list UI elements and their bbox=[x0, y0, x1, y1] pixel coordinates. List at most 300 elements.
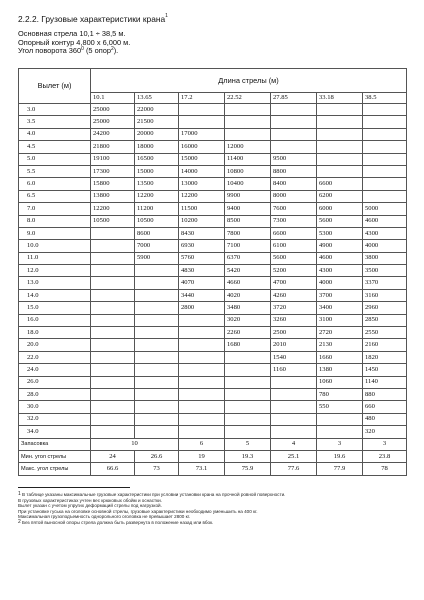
footnote-marker: 2 bbox=[18, 518, 21, 525]
capacity-cell bbox=[179, 116, 225, 128]
capacity-cell: 4700 bbox=[271, 277, 317, 289]
section-title: 2.2.2. Грузовые характеристики крана$^1$ bbox=[18, 13, 168, 24]
footnote-text: Вылет указан с учетом упругих деформаций стрелы под нагрузкой. bbox=[18, 503, 162, 509]
boom-length-cell: 22.52 bbox=[225, 93, 271, 104]
capacity-cell bbox=[271, 413, 317, 425]
footnote-marker: 1 bbox=[18, 491, 21, 497]
capacity-cell bbox=[363, 128, 407, 140]
capacity-cell: 5420 bbox=[225, 265, 271, 277]
reach-cell: 34.0 bbox=[19, 426, 91, 438]
summary-value: 6 bbox=[179, 438, 225, 450]
capacity-cell bbox=[135, 277, 179, 289]
capacity-cell: 12200 bbox=[135, 190, 179, 202]
capacity-cell: 10200 bbox=[179, 215, 225, 227]
capacity-cell: 6600 bbox=[317, 178, 363, 190]
table-row bbox=[19, 364, 407, 376]
capacity-cell: 11400 bbox=[225, 153, 271, 165]
table-row bbox=[19, 388, 407, 400]
table-row bbox=[19, 240, 407, 252]
table-row bbox=[19, 203, 407, 215]
reach-cell: 22.0 bbox=[19, 351, 91, 363]
summary-value: 23.8 bbox=[363, 450, 407, 462]
capacity-cell bbox=[363, 178, 407, 190]
capacity-cell: 880 bbox=[363, 388, 407, 400]
reach-cell: 30.0 bbox=[19, 401, 91, 413]
degree-mark: 0 bbox=[81, 46, 84, 53]
reach-cell: 5.5 bbox=[19, 165, 91, 177]
capacity-cell: 6000 bbox=[317, 203, 363, 215]
capacity-cell: 7300 bbox=[271, 215, 317, 227]
capacity-cell: 8400 bbox=[271, 178, 317, 190]
reach-cell: 26.0 bbox=[19, 376, 91, 388]
summary-label: Запасовка bbox=[19, 438, 91, 450]
summary-value: 26.6 bbox=[135, 450, 179, 462]
capacity-cell: 10500 bbox=[91, 215, 135, 227]
reach-cell: 6.5 bbox=[19, 190, 91, 202]
table-row bbox=[19, 141, 407, 153]
reach-cell: 32.0 bbox=[19, 413, 91, 425]
capacity-cell: 4020 bbox=[225, 289, 271, 301]
capacity-cell bbox=[317, 165, 363, 177]
capacity-cell bbox=[135, 302, 179, 314]
capacity-cell: 2960 bbox=[363, 302, 407, 314]
capacity-cell: 550 bbox=[317, 401, 363, 413]
capacity-cell bbox=[179, 413, 225, 425]
table-row bbox=[19, 413, 407, 425]
capacity-cell: 1060 bbox=[317, 376, 363, 388]
capacity-cell bbox=[135, 426, 179, 438]
capacity-cell bbox=[91, 289, 135, 301]
rotation-spec: Угол поворота $360^0$ (5 опор$^2$). bbox=[18, 46, 119, 56]
capacity-cell: 320 bbox=[363, 426, 407, 438]
capacity-cell: 3100 bbox=[317, 314, 363, 326]
capacity-cell: 1140 bbox=[363, 376, 407, 388]
capacity-cell bbox=[317, 116, 363, 128]
capacity-cell bbox=[135, 351, 179, 363]
summary-value: 25.1 bbox=[271, 450, 317, 462]
capacity-cell: 4300 bbox=[363, 227, 407, 239]
capacity-cell: 1380 bbox=[317, 364, 363, 376]
boom-length-cell: 38.5 bbox=[363, 93, 407, 104]
capacity-cell: 7000 bbox=[135, 240, 179, 252]
capacity-cell bbox=[135, 413, 179, 425]
capacity-cell: 5600 bbox=[317, 215, 363, 227]
capacity-cell: 1160 bbox=[271, 364, 317, 376]
table-row bbox=[19, 215, 407, 227]
capacity-cell bbox=[225, 104, 271, 116]
capacity-cell: 25000 bbox=[91, 116, 135, 128]
footnote-text: При установке гуська на оголовке основной стрелы, грузовые характеристики необходимо уменьшить на 400 кг. bbox=[18, 508, 258, 514]
capacity-cell bbox=[271, 401, 317, 413]
reach-cell: 6.0 bbox=[19, 178, 91, 190]
capacity-cell: 5300 bbox=[317, 227, 363, 239]
capacity-cell bbox=[271, 116, 317, 128]
capacity-cell: 4000 bbox=[363, 240, 407, 252]
capacity-cell: 480 bbox=[363, 413, 407, 425]
capacity-cell: 5600 bbox=[271, 252, 317, 264]
table-row bbox=[19, 116, 407, 128]
capacity-cell bbox=[135, 339, 179, 351]
capacity-cell: 15800 bbox=[91, 178, 135, 190]
reach-header: Вылет (м) bbox=[19, 69, 91, 104]
capacity-cell bbox=[271, 388, 317, 400]
capacity-cell: 19100 bbox=[91, 153, 135, 165]
capacity-cell: 3370 bbox=[363, 277, 407, 289]
capacity-cell: 11200 bbox=[135, 203, 179, 215]
capacity-cell: 3400 bbox=[317, 302, 363, 314]
capacity-cell bbox=[135, 327, 179, 339]
summary-value: 77.9 bbox=[317, 463, 363, 475]
summary-value: 10 bbox=[91, 438, 179, 450]
capacity-cell: 13000 bbox=[179, 178, 225, 190]
capacity-cell bbox=[179, 327, 225, 339]
capacity-cell: 4300 bbox=[317, 265, 363, 277]
capacity-cell bbox=[91, 351, 135, 363]
main-boom-spec: Основная стрела 10,1 ÷ 38,5 м. bbox=[18, 29, 126, 38]
reach-cell: 11.0 bbox=[19, 252, 91, 264]
reach-cell: 9.0 bbox=[19, 227, 91, 239]
footnote-text: Максимальная грузоподъемность однорольного оголовка не превышает 2800 кг. bbox=[18, 514, 191, 520]
capacity-cell: 10500 bbox=[135, 215, 179, 227]
capacity-cell bbox=[225, 351, 271, 363]
table-row bbox=[19, 265, 407, 277]
capacity-cell bbox=[225, 401, 271, 413]
reach-cell: 12.0 bbox=[19, 265, 91, 277]
summary-label: Макс. угол стрелы bbox=[19, 463, 91, 475]
capacity-cell bbox=[317, 413, 363, 425]
footnote-ref-1: 1 bbox=[165, 13, 168, 19]
footnote-text: Без пятой выносной опоры стрела должна быть развернута в положение назад или вбок. bbox=[20, 519, 214, 525]
reach-cell: 15.0 bbox=[19, 302, 91, 314]
summary-value: 78 bbox=[363, 463, 407, 475]
reach-cell: 4.5 bbox=[19, 141, 91, 153]
summary-value: 3 bbox=[317, 438, 363, 450]
reach-cell: 7.0 bbox=[19, 203, 91, 215]
summary-value: 19.6 bbox=[317, 450, 363, 462]
capacity-cell: 3720 bbox=[271, 302, 317, 314]
capacity-cell bbox=[179, 351, 225, 363]
table-row bbox=[19, 190, 407, 202]
capacity-cell: 9900 bbox=[225, 190, 271, 202]
boom-length-cell: 27.85 bbox=[271, 93, 317, 104]
capacity-cell: 4600 bbox=[317, 252, 363, 264]
capacity-cell bbox=[271, 128, 317, 140]
boom-length-cell: 17.2 bbox=[179, 93, 225, 104]
capacity-cell: 9400 bbox=[225, 203, 271, 215]
capacity-cell bbox=[271, 426, 317, 438]
capacity-cell: 4900 bbox=[317, 240, 363, 252]
reach-cell: 24.0 bbox=[19, 364, 91, 376]
capacity-cell bbox=[135, 289, 179, 301]
footnote-text: В таблице указаны максимальные грузовые характеристики при условии установки крана на прочной ровной поверхности. bbox=[20, 492, 286, 497]
table-row bbox=[19, 153, 407, 165]
capacity-cell: 1540 bbox=[271, 351, 317, 363]
reach-cell: 13.0 bbox=[19, 277, 91, 289]
capacity-cell: 7100 bbox=[225, 240, 271, 252]
capacity-cell: 6100 bbox=[271, 240, 317, 252]
capacity-cell: 6200 bbox=[317, 190, 363, 202]
capacity-cell: 6600 bbox=[271, 227, 317, 239]
capacity-cell: 18000 bbox=[135, 141, 179, 153]
capacity-cell: 16500 bbox=[135, 153, 179, 165]
capacity-cell: 22000 bbox=[135, 104, 179, 116]
capacity-cell bbox=[135, 401, 179, 413]
capacity-cell bbox=[135, 376, 179, 388]
footnote-line bbox=[18, 520, 413, 526]
boom-length-header: Длина стрелы (м) bbox=[91, 69, 407, 93]
capacity-cell: 7800 bbox=[225, 227, 271, 239]
reach-cell: 16.0 bbox=[19, 314, 91, 326]
capacity-cell: 14000 bbox=[179, 165, 225, 177]
capacity-cell bbox=[135, 364, 179, 376]
load-chart-table bbox=[18, 68, 407, 476]
reach-cell: 10.0 bbox=[19, 240, 91, 252]
capacity-cell: 3500 bbox=[363, 265, 407, 277]
capacity-cell bbox=[363, 165, 407, 177]
table-row bbox=[19, 351, 407, 363]
capacity-cell bbox=[91, 339, 135, 351]
table-row bbox=[19, 277, 407, 289]
summary-value: 5 bbox=[225, 438, 271, 450]
reach-cell: 3.0 bbox=[19, 104, 91, 116]
summary-row bbox=[19, 438, 407, 450]
footnote-divider bbox=[18, 487, 130, 488]
table-row bbox=[19, 401, 407, 413]
capacity-cell: 6370 bbox=[225, 252, 271, 264]
capacity-cell bbox=[91, 302, 135, 314]
capacity-cell bbox=[91, 240, 135, 252]
summary-value: 4 bbox=[271, 438, 317, 450]
capacity-cell bbox=[225, 376, 271, 388]
capacity-cell: 17000 bbox=[179, 128, 225, 140]
capacity-cell: 2500 bbox=[271, 327, 317, 339]
capacity-cell: 6930 bbox=[179, 240, 225, 252]
capacity-cell: 13800 bbox=[91, 190, 135, 202]
capacity-cell bbox=[225, 388, 271, 400]
capacity-cell: 2720 bbox=[317, 327, 363, 339]
capacity-cell: 5760 bbox=[179, 252, 225, 264]
capacity-cell: 12000 bbox=[225, 141, 271, 153]
capacity-cell: 4260 bbox=[271, 289, 317, 301]
capacity-cell: 21800 bbox=[91, 141, 135, 153]
summary-value: 19 bbox=[179, 450, 225, 462]
capacity-cell bbox=[179, 401, 225, 413]
capacity-cell bbox=[271, 104, 317, 116]
capacity-cell: 13500 bbox=[135, 178, 179, 190]
capacity-cell bbox=[91, 401, 135, 413]
capacity-cell: 2130 bbox=[317, 339, 363, 351]
capacity-cell: 3160 bbox=[363, 289, 407, 301]
capacity-cell: 1680 bbox=[225, 339, 271, 351]
capacity-cell bbox=[179, 426, 225, 438]
capacity-cell: 24200 bbox=[91, 128, 135, 140]
capacity-cell: 3440 bbox=[179, 289, 225, 301]
capacity-cell: 660 bbox=[363, 401, 407, 413]
summary-value: 66.6 bbox=[91, 463, 135, 475]
capacity-cell bbox=[91, 364, 135, 376]
capacity-cell bbox=[179, 104, 225, 116]
reach-cell: 8.0 bbox=[19, 215, 91, 227]
capacity-cell bbox=[225, 413, 271, 425]
footnote-ref-2: 2 bbox=[110, 46, 114, 53]
table-row bbox=[19, 314, 407, 326]
capacity-cell: 21500 bbox=[135, 116, 179, 128]
capacity-cell: 1820 bbox=[363, 351, 407, 363]
capacity-cell bbox=[317, 153, 363, 165]
load-chart-body bbox=[19, 69, 407, 476]
capacity-cell: 3800 bbox=[363, 252, 407, 264]
capacity-cell: 10400 bbox=[225, 178, 271, 190]
capacity-cell bbox=[363, 190, 407, 202]
capacity-cell: 4070 bbox=[179, 277, 225, 289]
capacity-cell: 3700 bbox=[317, 289, 363, 301]
capacity-cell: 8600 bbox=[135, 227, 179, 239]
header-row bbox=[19, 69, 407, 93]
outrigger-spec: Опорный контур 4,800 x 6,000 м. bbox=[18, 37, 131, 47]
capacity-cell bbox=[225, 426, 271, 438]
capacity-cell: 4600 bbox=[363, 215, 407, 227]
capacity-cell bbox=[91, 327, 135, 339]
capacity-cell: 5900 bbox=[135, 252, 179, 264]
footnotes bbox=[18, 492, 413, 526]
summary-value: 73.1 bbox=[179, 463, 225, 475]
capacity-cell: 16000 bbox=[179, 141, 225, 153]
capacity-cell bbox=[135, 314, 179, 326]
table-row bbox=[19, 227, 407, 239]
capacity-cell bbox=[91, 252, 135, 264]
table-row bbox=[19, 252, 407, 264]
capacity-cell: 10800 bbox=[225, 165, 271, 177]
capacity-cell bbox=[91, 227, 135, 239]
capacity-cell bbox=[225, 364, 271, 376]
capacity-cell bbox=[91, 376, 135, 388]
capacity-cell: 15000 bbox=[135, 165, 179, 177]
boom-length-cell: 33.18 bbox=[317, 93, 363, 104]
capacity-cell: 12200 bbox=[179, 190, 225, 202]
capacity-cell: 5000 bbox=[363, 203, 407, 215]
capacity-cell: 11500 bbox=[179, 203, 225, 215]
table-row bbox=[19, 128, 407, 140]
capacity-cell: 4830 bbox=[179, 265, 225, 277]
capacity-cell: 3480 bbox=[225, 302, 271, 314]
capacity-cell: 2850 bbox=[363, 314, 407, 326]
table-row bbox=[19, 165, 407, 177]
capacity-cell bbox=[363, 104, 407, 116]
capacity-cell bbox=[91, 265, 135, 277]
table-row bbox=[19, 426, 407, 438]
footnote-text: В грузовых характеристиках учтен вес крюковых обойм и оснастки. bbox=[18, 497, 162, 503]
table-row bbox=[19, 178, 407, 190]
capacity-cell: 2550 bbox=[363, 327, 407, 339]
capacity-cell: 1450 bbox=[363, 364, 407, 376]
capacity-cell bbox=[135, 388, 179, 400]
capacity-cell: 2800 bbox=[179, 302, 225, 314]
capacity-cell: 8800 bbox=[271, 165, 317, 177]
capacity-cell: 12200 bbox=[91, 203, 135, 215]
summary-value: 77.6 bbox=[271, 463, 317, 475]
capacity-cell bbox=[91, 314, 135, 326]
table-row bbox=[19, 327, 407, 339]
capacity-cell: 4660 bbox=[225, 277, 271, 289]
capacity-cell bbox=[317, 128, 363, 140]
capacity-cell bbox=[317, 141, 363, 153]
capacity-cell: 5200 bbox=[271, 265, 317, 277]
capacity-cell bbox=[363, 141, 407, 153]
capacity-cell: 2010 bbox=[271, 339, 317, 351]
summary-value: 19.3 bbox=[225, 450, 271, 462]
capacity-cell: 20000 bbox=[135, 128, 179, 140]
capacity-cell bbox=[363, 153, 407, 165]
table-row bbox=[19, 104, 407, 116]
capacity-cell: 780 bbox=[317, 388, 363, 400]
boom-length-cell: 13.65 bbox=[135, 93, 179, 104]
capacity-cell bbox=[271, 141, 317, 153]
capacity-cell bbox=[271, 376, 317, 388]
summary-row bbox=[19, 463, 407, 475]
capacity-cell: 8500 bbox=[225, 215, 271, 227]
reach-cell: 20.0 bbox=[19, 339, 91, 351]
capacity-cell: 8000 bbox=[271, 190, 317, 202]
capacity-cell: 3260 bbox=[271, 314, 317, 326]
capacity-cell bbox=[91, 277, 135, 289]
capacity-cell bbox=[179, 339, 225, 351]
summary-value: 24 bbox=[91, 450, 135, 462]
capacity-cell: 2260 bbox=[225, 327, 271, 339]
summary-value: 3 bbox=[363, 438, 407, 450]
capacity-cell bbox=[317, 104, 363, 116]
capacity-cell bbox=[225, 128, 271, 140]
table-row bbox=[19, 339, 407, 351]
capacity-cell: 8430 bbox=[179, 227, 225, 239]
capacity-cell: 2160 bbox=[363, 339, 407, 351]
boom-length-cell: 10.1 bbox=[91, 93, 135, 104]
capacity-cell bbox=[225, 116, 271, 128]
reach-cell: 14.0 bbox=[19, 289, 91, 301]
section-header bbox=[18, 14, 408, 56]
capacity-cell: 17300 bbox=[91, 165, 135, 177]
capacity-cell: 7600 bbox=[271, 203, 317, 215]
summary-value: 75.9 bbox=[225, 463, 271, 475]
capacity-cell bbox=[179, 364, 225, 376]
capacity-cell: 15000 bbox=[179, 153, 225, 165]
reach-cell: 4.0 bbox=[19, 128, 91, 140]
capacity-cell: 3020 bbox=[225, 314, 271, 326]
table-row bbox=[19, 289, 407, 301]
capacity-cell: 4000 bbox=[317, 277, 363, 289]
reach-cell: 5.0 bbox=[19, 153, 91, 165]
summary-row bbox=[19, 450, 407, 462]
reach-cell: 3.5 bbox=[19, 116, 91, 128]
capacity-cell bbox=[179, 314, 225, 326]
capacity-cell bbox=[135, 265, 179, 277]
capacity-cell bbox=[179, 376, 225, 388]
capacity-cell: 25000 bbox=[91, 104, 135, 116]
capacity-cell: 9500 bbox=[271, 153, 317, 165]
capacity-cell: 1660 bbox=[317, 351, 363, 363]
capacity-cell bbox=[317, 426, 363, 438]
capacity-cell bbox=[91, 426, 135, 438]
table-row bbox=[19, 302, 407, 314]
capacity-cell bbox=[91, 388, 135, 400]
capacity-cell bbox=[179, 388, 225, 400]
capacity-cell bbox=[91, 413, 135, 425]
table-row bbox=[19, 376, 407, 388]
reach-cell: 28.0 bbox=[19, 388, 91, 400]
capacity-cell bbox=[363, 116, 407, 128]
reach-cell: 18.0 bbox=[19, 327, 91, 339]
summary-value: 73 bbox=[135, 463, 179, 475]
summary-label: Мин. угол стрелы bbox=[19, 450, 91, 462]
